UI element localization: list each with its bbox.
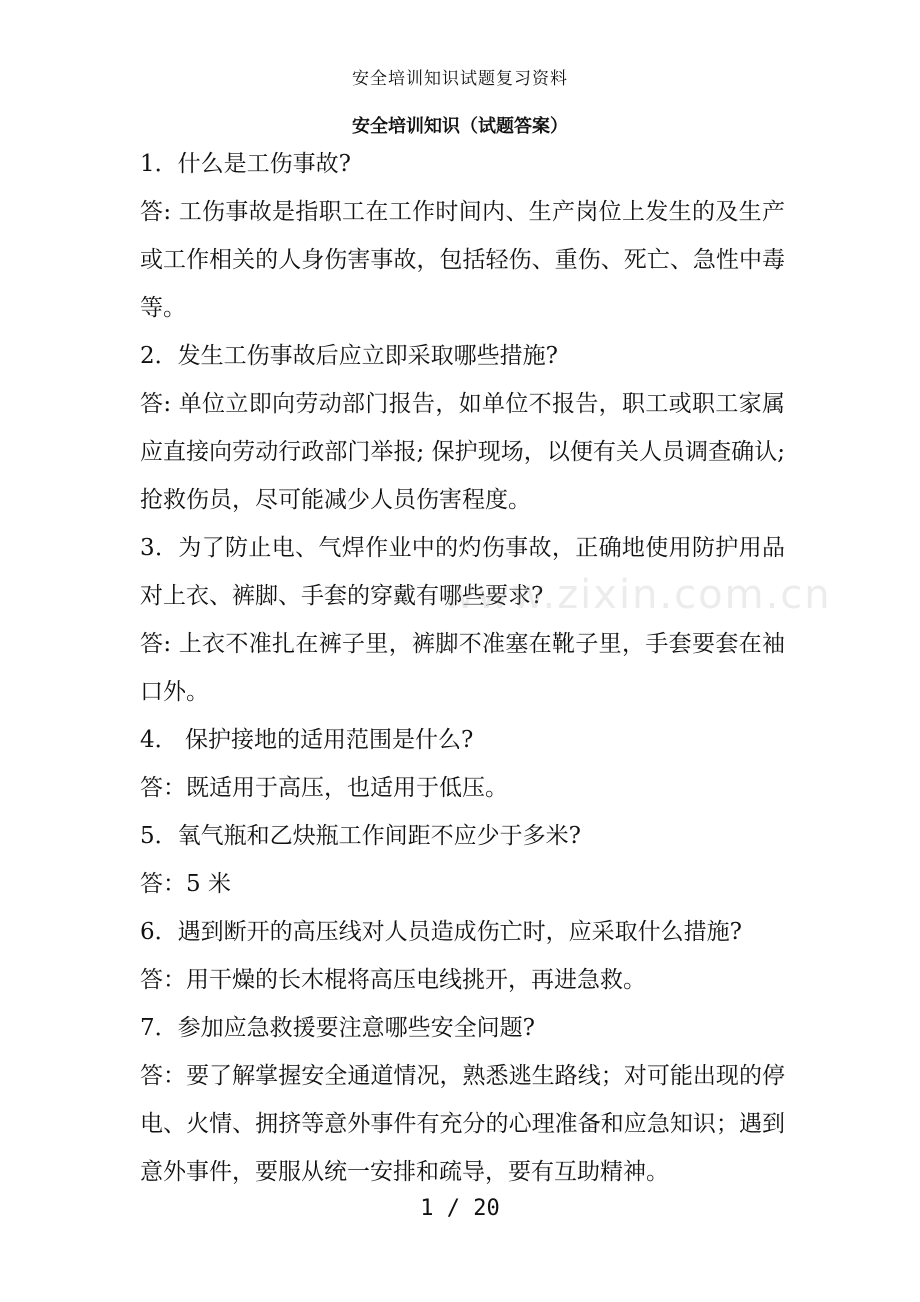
answer-1: 答: 工伤事故是指职工在工作时间内、生产岗位上发生的及生产或工作相关的人身伤害事故，包括轻伤、重伤、死亡、急性中毒等。 xyxy=(140,199,785,321)
question-7: 7．参加应急救援要注意哪些安全问题? xyxy=(140,1015,535,1041)
answer-7: 答：要了解掌握安全通道情况，熟悉逃生路线；对可能出现的停电、火情、拥挤等意外事件有充分的心理准备和应急知识；遇到意外事件，要服从统一安排和疏导，要有互助精神。 xyxy=(140,1063,785,1185)
document-title: 安全培训知识（试题答案） xyxy=(352,116,568,137)
question-2: 2．发生工伤事故后应立即采取哪些措施? xyxy=(140,343,558,369)
question-5: 5．氧气瓶和乙炔瓶工作间距不应少于多米? xyxy=(140,823,581,849)
answer-5: 答：5 米 xyxy=(140,871,231,897)
answer-3: 答: 上衣不准扎在裤子里，裤脚不准塞在靴子里，手套要套在袖口外。 xyxy=(140,631,785,705)
answer-2: 答: 单位立即向劳动部门报告，如单位不报告，职工或职工家属应直接向劳动行政部门举报; 保护现场，以便有关人员调查确认; 抢救伤员，尽可能减少人员伤害程度。 xyxy=(140,391,785,513)
question-1: 1．什么是工伤事故? xyxy=(140,151,351,177)
question-4: 4． 保护接地的适用范围是什么? xyxy=(140,727,474,753)
question-3: 3．为了防止电、气焊作业中的灼伤事故，正确地使用防护用品对上衣、裤脚、手套的穿戴有哪些要求? xyxy=(140,535,785,609)
answer-6: 答：用干燥的长木棍将高压电线挑开，再进急救。 xyxy=(140,967,646,993)
question-6: 6．遇到断开的高压线对人员造成伤亡时，应采取什么措施? xyxy=(140,919,742,945)
document-body xyxy=(140,140,785,1196)
running-header: 安全培训知识试题复习资料 xyxy=(352,69,568,89)
page-number: 1 / 20 xyxy=(420,1196,500,1221)
watermark: www.zixin.com.cn xyxy=(442,572,832,618)
answer-4: 答：既适用于高压，也适用于低压。 xyxy=(140,775,508,801)
